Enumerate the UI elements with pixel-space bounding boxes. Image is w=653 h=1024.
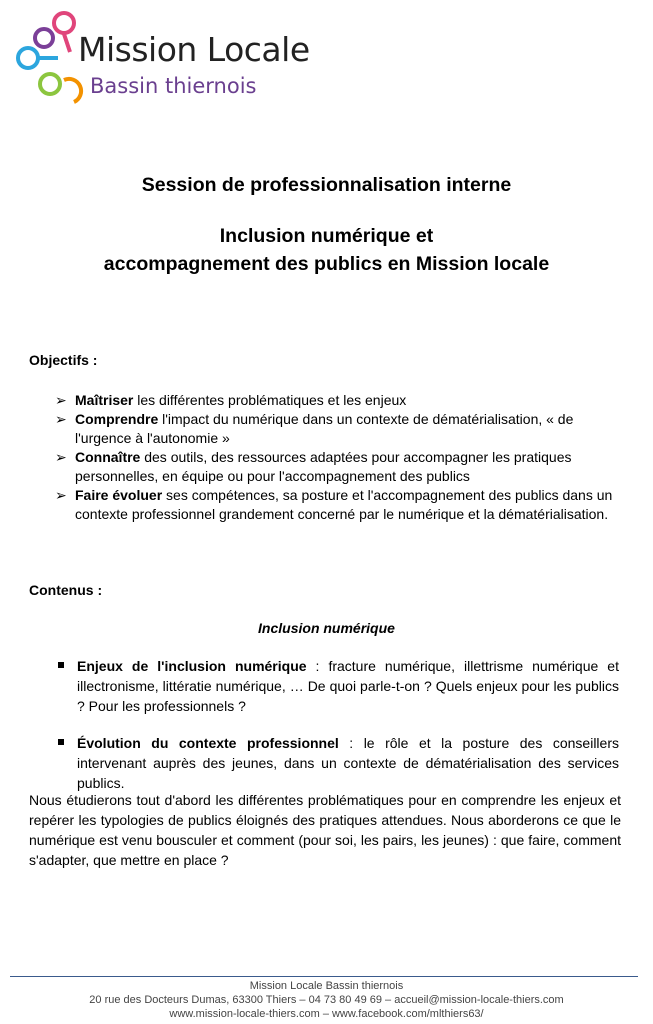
item-keyword: Faire évoluer: [75, 487, 163, 503]
footer-websites: www.mission-locale-thiers.com – www.facebook.com/mlthiers63/: [169, 1008, 484, 1020]
item-text: : fracture numérique, illettrisme numérique et illectronisme, littératie numérique, … De quoi parle-t-on ? Quels enjeux pour les publics ? Pour les professionnels ?: [77, 658, 619, 714]
arrow-bullet-icon: ➢: [55, 392, 67, 408]
item-text: : le rôle et la posture des conseillers intervenant auprès des jeunes, dans un contexte de dématérialisation des services publics.: [77, 735, 619, 791]
item-text: les différentes problématiques et les enjeux: [133, 392, 407, 408]
subtitle-line-1: Inclusion numérique et: [219, 225, 434, 247]
contents-subheading: Inclusion numérique: [258, 620, 395, 636]
item-text: des outils, des ressources adaptées pour accompagner les pratiques personnelles, en équipe ou pour l'accompagnement des publics: [75, 449, 572, 484]
document-subtitle: [0, 222, 653, 278]
footer-divider: [10, 976, 638, 977]
logo-subtitle: Bassin thiernois: [90, 74, 257, 98]
item-text: ses compétences, sa posture et l'accompagnement des publics dans un contexte professionnel grandement concerné par le numérique et la dématérialisation.: [75, 487, 613, 522]
item-keyword: Maîtriser: [75, 392, 134, 408]
arrow-bullet-icon: ➢: [55, 411, 67, 427]
arrow-bullet-icon: ➢: [55, 449, 67, 465]
list-item: [57, 656, 619, 716]
logo-name: Mission Locale: [78, 30, 310, 69]
item-keyword: Enjeux de l'inclusion numérique: [77, 658, 307, 674]
list-item: [55, 486, 625, 524]
objectives-label: Objectifs :: [29, 352, 98, 368]
footer: [0, 979, 653, 1021]
list-item: [55, 410, 625, 448]
square-bullet-icon: [58, 739, 64, 745]
contents-list-1: [57, 656, 619, 716]
list-item: [55, 448, 625, 486]
logo: [14, 8, 310, 112]
arrow-bullet-icon: ➢: [55, 487, 67, 503]
square-bullet-icon: [58, 662, 64, 668]
body-paragraph: Nous étudierons tout d'abord les différentes problématiques pour en comprendre les enjeux et repérer les typologies de publics éloignés des pratiques attendues. Nous aborderons ce que le numérique est venu bousculer et comment (pour soi, les pairs, les jeunes) : que faire, comment s'adapter, que mettre en place ?: [29, 792, 621, 868]
list-item: [57, 733, 619, 793]
item-keyword: Connaître: [75, 449, 141, 465]
contents-label: Contenus :: [29, 582, 103, 598]
logo-rings-icon: [14, 8, 84, 112]
subtitle-line-2: accompagnement des publics en Mission locale: [103, 253, 550, 275]
list-item: [55, 391, 625, 410]
item-keyword: Évolution du contexte professionnel: [77, 735, 339, 751]
footer-org-name: Mission Locale Bassin thiernois: [249, 980, 404, 992]
footer-address: 20 rue des Docteurs Dumas, 63300 Thiers – 04 73 80 49 69 – accueil@mission-locale-thiers.com: [89, 994, 564, 1006]
item-keyword: Comprendre: [75, 411, 159, 427]
contents-list-2: [57, 733, 619, 793]
document-title: Session de professionnalisation interne: [141, 174, 512, 196]
item-text: l'impact du numérique dans un contexte de dématérialisation, « de l'urgence à l'autonomie »: [75, 411, 574, 446]
objectives-list: [55, 391, 625, 524]
